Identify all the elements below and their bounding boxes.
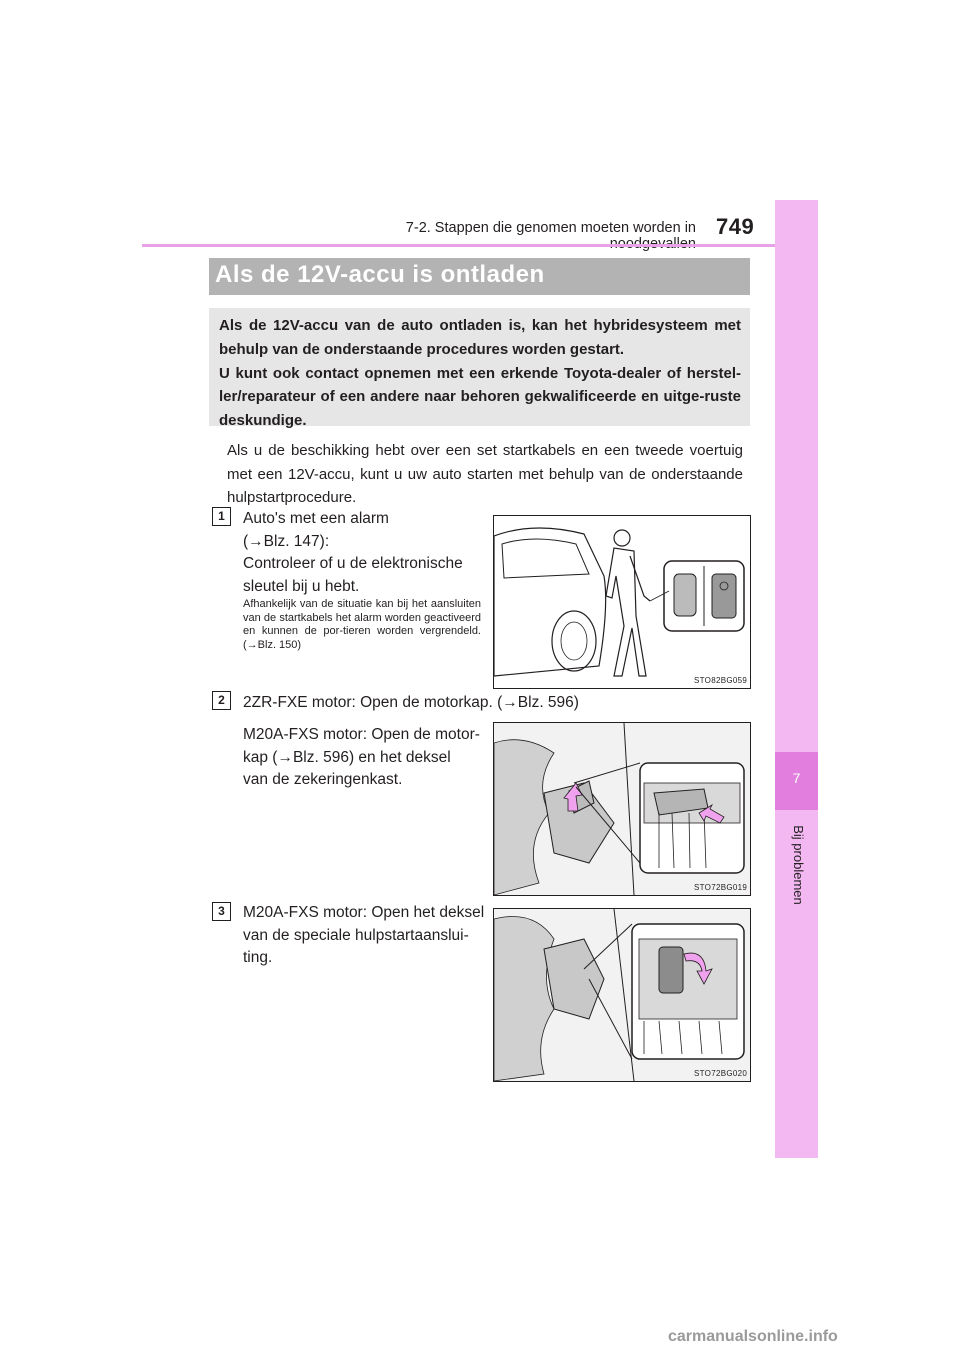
step-2-line-2: kap (→Blz. 596) en het deksel [243, 748, 451, 766]
step-number-3: 3 [212, 902, 231, 921]
figure-code: STO72BG020 [694, 1069, 748, 1078]
step-1-note: Afhankelijk van de situatie kan bij het aansluiten van de startkabels het alarm worden geactiveerd en kunnen de por-tieren worden vergrendeld. (→Blz. 150) [243, 598, 481, 651]
header-rule [142, 244, 818, 247]
step-3-line-2: van de speciale hulpstartaansluі- [243, 926, 469, 944]
intro-paragraph-2: U kunt ook contact opnemen met een erkende Toyota-dealer of herstel-ler/reparateur of een andere naar behoren gekwalificeerde en uitge-ruste deskundige. [219, 364, 741, 430]
chapter-label: Bij problemen [791, 825, 806, 905]
key-check-illustration [494, 516, 750, 688]
figure-code: STO72BG019 [694, 883, 748, 892]
page-title: Als de 12V-accu is ontladen [215, 261, 545, 288]
intro-paragraph-1: Als de 12V-accu van de auto ontladen is, kan het hybridesysteem met behulp van de onderstaande procedures worden gestart. [219, 317, 741, 358]
step-2-line-3: van de zekeringenkast. [243, 771, 403, 788]
step-3-line-3: ting. [243, 949, 273, 966]
chapter-side-tab [775, 200, 818, 1158]
step-1-line-4: sleutel bij u hebt. [243, 577, 360, 595]
step-2-line-1: M20A-FXS motor: Open de motor- [243, 726, 480, 743]
body-paragraph: Als u de beschikking hebt over een set startkabels en een tweede voertuig met een 12V-accu, kunt u uw auto starten met behulp van de onderstaande hulpstartprocedure. [227, 442, 743, 506]
step-3-text [243, 902, 484, 970]
figure-sto82bg059 [493, 515, 751, 689]
chapter-number: 7 [792, 770, 801, 786]
step-number-2: 2 [212, 691, 231, 710]
watermark: carmanualsonline.info [668, 1328, 838, 1345]
step-2-text [243, 724, 480, 792]
fuse-box-illustration [494, 723, 750, 895]
header-section-title: 7-2. Stappen die genomen moeten worden in [405, 220, 696, 236]
step-1-line-2: (→Blz. 147): [243, 532, 330, 550]
figure-sto72bg019 [493, 722, 751, 896]
figure-sto72bg020 [493, 908, 751, 1082]
step-1-line-1: Auto's met een alarm [243, 510, 389, 527]
step-2-line: 2ZR-FXE motor: Open de motorkap. (→Blz. 596) [243, 694, 579, 711]
page-number: 749 [716, 214, 755, 239]
step-1-text [243, 508, 463, 598]
step-number-1: 1 [212, 507, 231, 526]
step-1-line-3: Controleer of u de elektronische [243, 555, 463, 572]
step-3-line-1: M20A-FXS motor: Open het deksel [243, 904, 485, 921]
intro-text [219, 314, 741, 433]
jump-terminal-illustration [494, 909, 750, 1081]
figure-code: STO82BG059 [694, 676, 748, 685]
